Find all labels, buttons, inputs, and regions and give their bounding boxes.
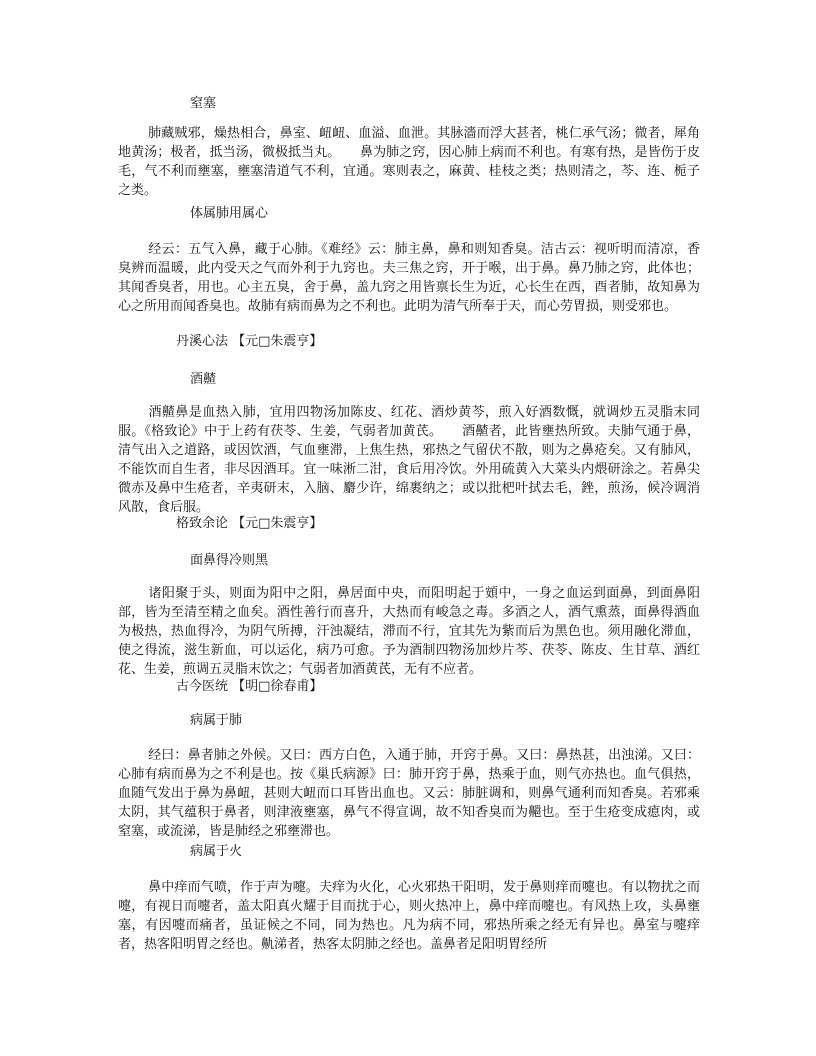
- section-paragraph: [118, 124, 700, 200]
- section-title-jiuzha: 酒齄: [190, 372, 217, 387]
- paragraph-text: 经云：五气入鼻，藏于心肺。《难经》云：肺主鼻，鼻和则知香臭。洁古云：视听明而清凉，香臭辨而温暖，此内受天之气而外利于九窍也。夫三焦之窍，开于喉，出于鼻。鼻乃肺之窍，此体也；其闻香臭者，用也。心主五臭，舍于鼻，盖九窍之用皆禀长生为近，心长生在西，酉者肺，故知鼻为心之所用而闻香臭也。故肺有病而鼻为之不利也。此明为清气所奉于天，而心劳胃损，则受邪也。: [118, 242, 700, 314]
- source-heading-gujin: 古今医统 【明□徐春甫】: [176, 679, 323, 694]
- source-heading-danxi: 丹溪心法 【元□朱震亨】: [176, 334, 323, 349]
- paragraph-text: 诸阳聚于头，则面为阳中之阳，鼻居面中央，而阳明起于頞中，一身之血运到面鼻，到面鼻阳部，皆为至清至精之血矣。酒性善行而喜升，大热而有峻急之毒。多酒之人，酒气熏蒸，面鼻得酒血为极热，热血得冷，为阴气所搏，汗浊凝结，滞而不行，宜其先为紫而后为黑色也。须用融化滞血，使之得流，滋生新血，可以运化，病乃可愈。予为酒制四物汤加炒片芩、茯苓、陈皮、生甘草、酒红花、生姜，煎调五灵脂末饮之；气弱者加酒黄芪，无有不应者。: [118, 586, 700, 677]
- section-paragraph: [118, 878, 700, 954]
- section-title-zhisai: 窒塞: [190, 96, 217, 111]
- paragraph-text: 酒齄鼻是血热入肺，宜用四物汤加陈皮、红花、酒炒黄芩，煎入好酒数慨，就调炒五灵脂末同服。《格致论》中于上药有茯苓、生姜，气弱者加黄芪。 酒齄者，此皆壅热所致。夫肺气通于鼻，清气出入之道路，或因饮酒，气血壅滞，上焦生热，邪热之气留伏不散，则为之鼻疮矣。又有肺风，不能饮而自生者，非尽因酒耳。宜一味淅二泔，食后用冷饮。外用硫黄入大菜头内煨研涂之。若鼻尖微赤及鼻中生疮者，辛夷研末，入脑、麝少许，绵裹纳之；或以批杷叶拭去毛，銼，煎汤，候冷调消风散，食后服。: [118, 405, 700, 515]
- section-paragraph: [118, 403, 700, 517]
- paragraph-text: 鼻中痒而气喷，作于声为嚏。夫痒为火化，心火邪热干阳明，发于鼻则痒而嚏也。有以物扰之而嚏，有视日而嚏者，盖太阳真火耀于目而扰于心，则火热冲上，鼻中痒而嚏也。有风热上攻，头鼻壅塞，有因嚏而痛者，虽证候之不同，同为热也。凡为病不同，邪热所乘之经无有异也。鼻室与嚏痒者，热客阳明胃之经也。鼽涕者，热客太阴肺之经也。盖鼻者足阳明胃经所: [118, 880, 700, 952]
- paragraph-text: 经曰：鼻者肺之外候。又曰：西方白色，入通于肺，开窍于鼻。又曰：鼻热甚，出浊涕。又曰：心肺有病而鼻为之不利是也。按《巢氏病源》曰：肺开窍于鼻，热乘于血，则气亦热也。血气俱热，血随气发出于鼻为鼻衄，甚则大衄而口耳皆出血也。又云：肺脏调和，则鼻气通利而知香臭。若邪乘太阴，其气蕴积于鼻者，则津液壅塞，鼻气不得宣调，故不知香臭而为齆也。至于生疮变成瘜肉，或窒塞，或流涕，皆是肺经之邪壅滞也。: [118, 748, 700, 839]
- section-paragraph: [118, 240, 700, 316]
- section-title-bingshuhuo: 病属于火: [190, 844, 243, 859]
- section-title-mianbi: 面鼻得冷则黑: [190, 553, 269, 568]
- section-paragraph: [118, 746, 700, 841]
- section-title-bingshufei: 病属于肺: [190, 713, 243, 728]
- section-paragraph: [118, 584, 700, 679]
- paragraph-text: 肺藏贼邪，燥热相合，鼻室、衄衄、血溢、血泄。其脉濇而浮大甚者，桃仁承气汤；微者，犀角地黄汤；极者，抵当汤，微极抵当丸。 鼻为肺之窍，因心肺上病而不利也。有寒有热，是皆伤于皮毛，气不利而壅塞，壅塞清道气不利，宜通。寒则表之，麻黄、桂枝之类；热则清之，芩、连、栀子之类。: [118, 126, 700, 198]
- section-title-tishu: 体属肺用属心: [190, 206, 269, 221]
- source-heading-gezhi: 格致余论 【元□朱震亨】: [176, 516, 323, 531]
